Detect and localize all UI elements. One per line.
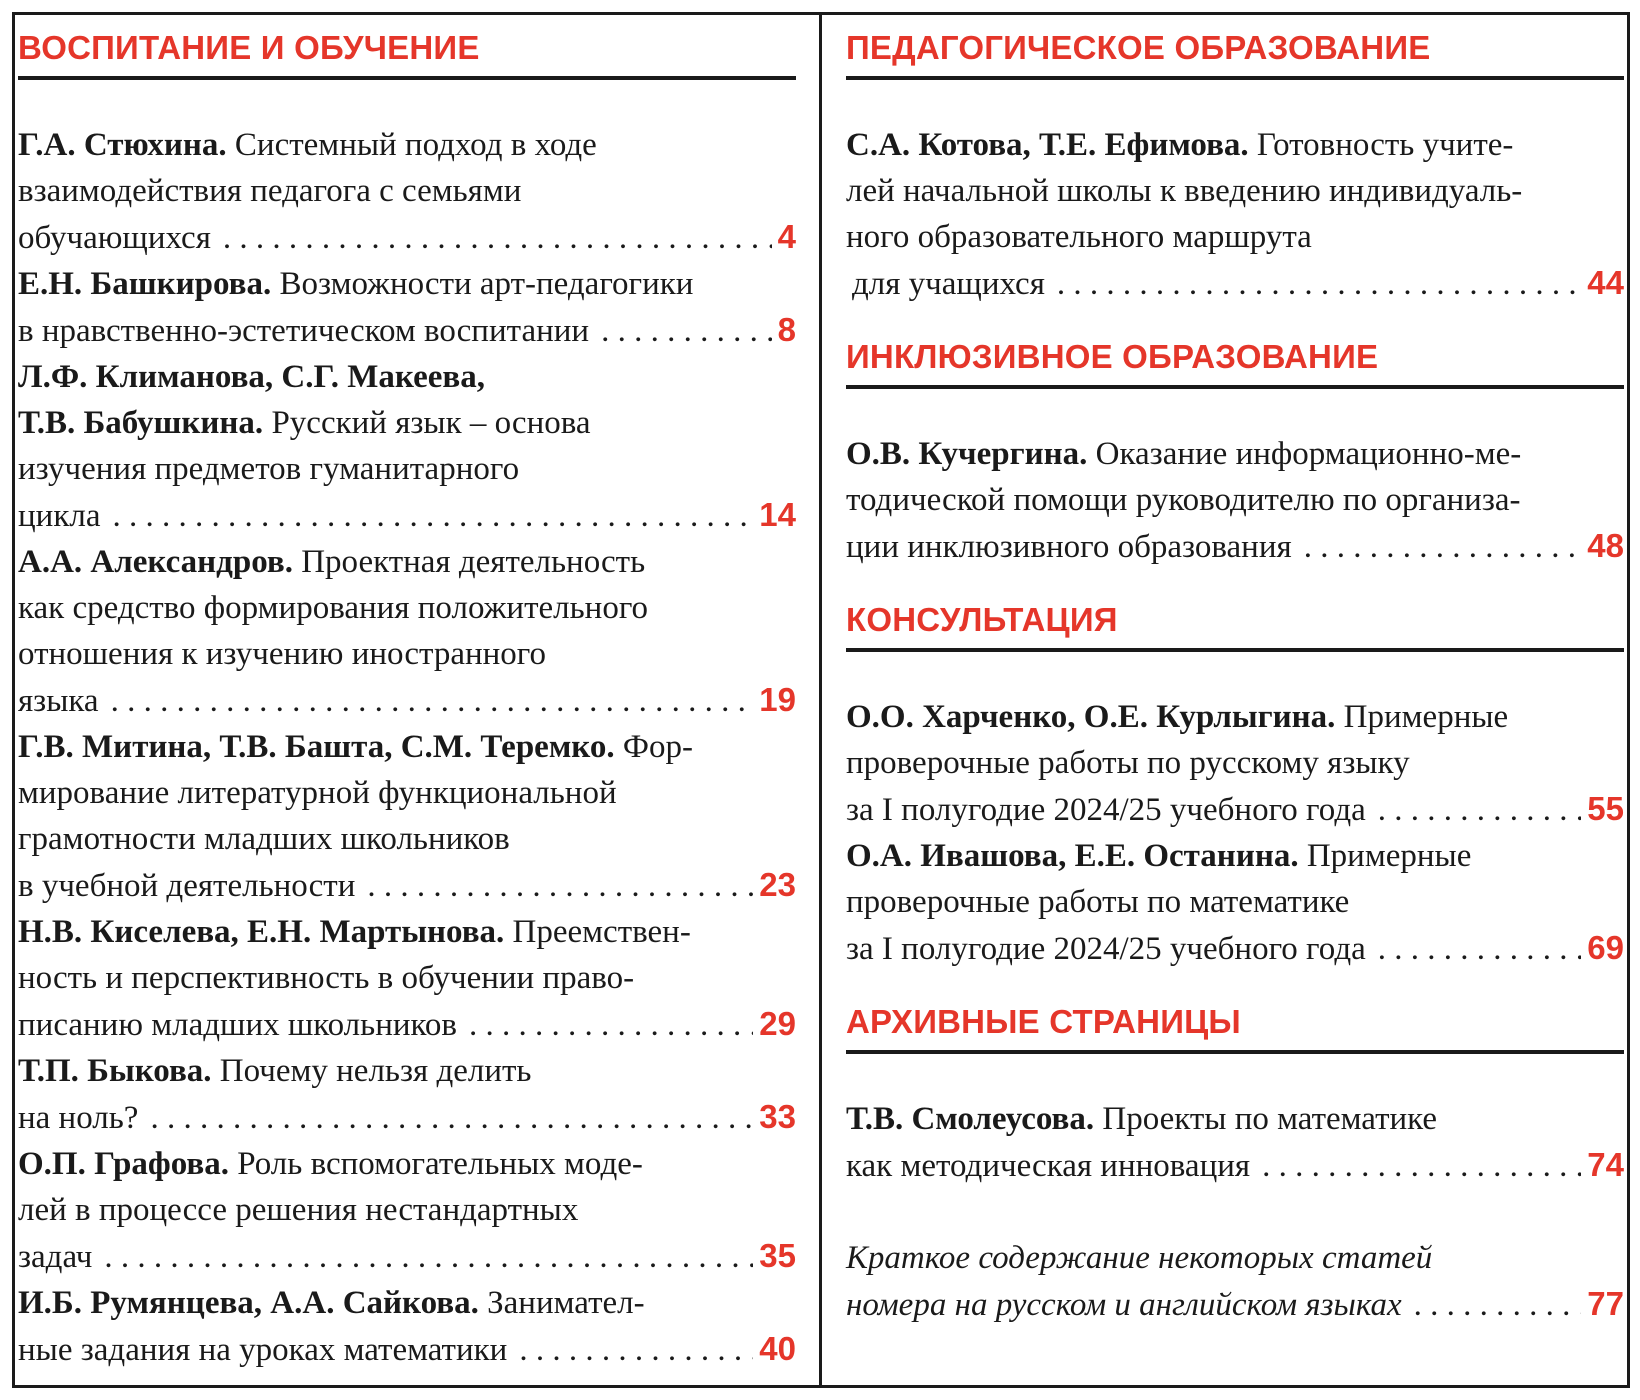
- leader-dots: [1057, 261, 1581, 307]
- entry-authors: О.А. Ивашова, Е.Е. Останина.: [846, 838, 1299, 874]
- page-number: 23: [759, 866, 796, 903]
- toc-entry[interactable]: [18, 354, 796, 539]
- entry-title-line: взаимодействия педагога с семьями: [18, 173, 522, 209]
- page-number: 69: [1587, 929, 1624, 966]
- page-number: 29: [759, 1005, 796, 1042]
- section-title: АРХИВНЫЕ СТРАНИЦЫ: [846, 1003, 1241, 1040]
- entry-title-line: лей в процессе решения нестандартных: [18, 1192, 579, 1228]
- entry-title-line: Примерные: [1306, 838, 1472, 874]
- entry-title-line: Русский язык – основа: [271, 405, 591, 441]
- section-rule: [18, 76, 796, 80]
- section-rule: [846, 1050, 1624, 1054]
- page-number: 4: [777, 218, 796, 255]
- entry-title-line: ность и перспективность в обучении право-: [18, 960, 635, 996]
- entry-title-line: отношения к изучению иностранного: [18, 636, 546, 672]
- entry-title-line: Возможности арт-педагогики: [279, 266, 694, 302]
- page-number: 19: [759, 681, 796, 718]
- entry-authors: Л.Ф. Климанова, С.Г. Макеева,: [18, 359, 485, 395]
- entry-title-line: в нравственно-эстетическом воспитании: [18, 313, 590, 349]
- entry-authors: С.А. Котова, Т.Е. Ефимова.: [846, 127, 1249, 163]
- left-column: [18, 12, 796, 1373]
- entry-title-line: проверочные работы по русскому языку: [846, 745, 1410, 781]
- leader-dots: [1262, 1143, 1581, 1189]
- entry-title-line: лей начальной школы к введению индивидуаль-: [846, 173, 1523, 209]
- page-number: 8: [777, 311, 796, 348]
- toc-entry[interactable]: [18, 724, 796, 909]
- entry-title-line: мирование литературной функциональной: [18, 775, 617, 811]
- section-rule: [846, 76, 1624, 80]
- column-divider: [819, 14, 822, 1386]
- entry-title-line: Системный подход в ходе: [234, 127, 597, 163]
- leader-dots: [1414, 1282, 1582, 1328]
- page-number: 40: [759, 1330, 796, 1367]
- entry-title-line: Проекты по математике: [1102, 1101, 1438, 1137]
- entry-title-line: проверочные работы по математике: [846, 884, 1350, 920]
- page-number: 55: [1587, 790, 1624, 827]
- leader-dots: [1378, 787, 1582, 833]
- entry-title-line: Примерные: [1343, 699, 1509, 735]
- section-title: ВОСПИТАНИЕ И ОБУЧЕНИЕ: [18, 29, 480, 66]
- entry-title-line: Фор-: [622, 729, 693, 765]
- toc-entry[interactable]: [18, 261, 796, 354]
- entry-title-line: за I полугодие 2024/25 учебного года: [846, 931, 1366, 967]
- entry-leader-line: [18, 1094, 796, 1141]
- toc-entry[interactable]: [846, 122, 1624, 307]
- section-title: ПЕДАГОГИЧЕСКОЕ ОБРАЗОВАНИЕ: [846, 29, 1431, 66]
- entry-title-line: ции инклюзивного образования: [846, 529, 1292, 565]
- entry-authors: Г.А. Стюхина.: [18, 127, 227, 163]
- entry-authors: О.В. Кучергина.: [846, 436, 1088, 472]
- entry-leader-line: [18, 862, 796, 909]
- entry-leader-line: [846, 925, 1624, 972]
- leader-dots: [111, 678, 754, 724]
- page-number: 74: [1587, 1146, 1624, 1183]
- leader-dots: [519, 1327, 753, 1373]
- toc-entry[interactable]: [18, 122, 796, 261]
- page-number: 48: [1587, 527, 1624, 564]
- leader-dots: [150, 1095, 753, 1141]
- leader-dots: [104, 1234, 753, 1280]
- entry-title-line: Оказание информационно-ме-: [1095, 436, 1522, 472]
- entry-title-line: ные задания на уроках математики: [18, 1332, 508, 1368]
- entry-title-line: Готовность учите-: [1256, 127, 1514, 163]
- entry-authors: И.Б. Румянцева, А.А. Сайкова.: [18, 1285, 479, 1321]
- section-rule: [846, 648, 1624, 652]
- section-title: ИНКЛЮЗИВНОЕ ОБРАЗОВАНИЕ: [846, 338, 1379, 375]
- entry-leader-line: [846, 523, 1624, 570]
- entry-title-line: цикла: [18, 498, 101, 534]
- entry-title-line: ного образовательного маршрута: [846, 219, 1312, 255]
- entry-authors: Е.Н. Башкирова.: [18, 266, 272, 302]
- toc-entry[interactable]: [846, 431, 1624, 570]
- toc-entry[interactable]: [846, 1096, 1624, 1189]
- entry-leader-line: [18, 1326, 796, 1373]
- entry-title-line: задач: [18, 1239, 93, 1275]
- entry-title-line: языка: [18, 683, 99, 719]
- toc-entry[interactable]: [18, 909, 796, 1048]
- toc-entry[interactable]: [846, 694, 1624, 833]
- entry-leader-line: [18, 492, 796, 539]
- page-number: 77: [1587, 1285, 1624, 1322]
- page-number: 35: [759, 1237, 796, 1274]
- entry-title-line: как средство формирования положительного: [18, 590, 649, 626]
- section-rule: [846, 385, 1624, 389]
- entry-title-line: Занимател-: [487, 1285, 645, 1321]
- entry-authors: О.П. Графова.: [18, 1146, 229, 1182]
- toc-entry-summary[interactable]: [846, 1235, 1624, 1328]
- leader-dots: [1378, 926, 1582, 972]
- entry-title-line: Краткое содержание некоторых статей: [846, 1240, 1433, 1276]
- entry-authors: А.А. Александров.: [18, 544, 293, 580]
- page-number: 44: [1587, 264, 1624, 301]
- entry-leader-line: [18, 1233, 796, 1280]
- entry-title-line: номера на русском и английском языках: [846, 1287, 1402, 1323]
- entry-title-line: писанию младших школьников: [18, 1007, 457, 1043]
- section-title: КОНСУЛЬТАЦИЯ: [846, 601, 1118, 638]
- entry-leader-line: [846, 1281, 1624, 1328]
- entry-title-line: для учащихся: [852, 266, 1045, 302]
- entry-title-line: изучения предметов гуманитарного: [18, 451, 520, 487]
- entry-title-line: грамотности младших школьников: [18, 821, 510, 857]
- leader-dots: [112, 493, 753, 539]
- entry-leader-line: [846, 1142, 1624, 1189]
- entry-title-line: Проектная деятельность: [301, 544, 646, 580]
- entry-authors: Т.В. Смолеусова.: [846, 1101, 1095, 1137]
- entry-title-line: тодической помощи руководителю по организа-: [846, 482, 1521, 518]
- page-number: 14: [759, 496, 796, 533]
- entry-leader-line: [18, 677, 796, 724]
- entry-authors: Т.П. Быкова.: [18, 1053, 212, 1089]
- right-column: [846, 12, 1624, 1328]
- entry-title-line: за I полугодие 2024/25 учебного года: [846, 792, 1366, 828]
- entry-title-line: как методическая инновация: [846, 1148, 1251, 1184]
- leader-dots: [367, 863, 753, 909]
- entry-leader-line: [846, 260, 1624, 307]
- entry-title-line: на ноль?: [18, 1100, 139, 1136]
- entry-leader-line: [18, 1001, 796, 1048]
- entry-leader-line: [846, 786, 1624, 833]
- entry-title-line: Преемствен-: [512, 914, 691, 950]
- leader-dots: [469, 1002, 753, 1048]
- leader-dots: [1304, 524, 1582, 570]
- leader-dots: [601, 308, 772, 354]
- entry-title-line: обучающихся: [18, 220, 211, 256]
- toc-entry[interactable]: [18, 1048, 796, 1141]
- spacer: [846, 1189, 1624, 1235]
- entry-authors: Т.В. Бабушкина.: [18, 405, 264, 441]
- entry-title-line: Почему нельзя делить: [219, 1053, 532, 1089]
- toc-entry[interactable]: [18, 1280, 796, 1373]
- toc-entry[interactable]: [18, 1141, 796, 1280]
- entry-authors: Г.В. Митина, Т.В. Башта, С.М. Теремко.: [18, 729, 615, 765]
- toc-entry[interactable]: [846, 833, 1624, 972]
- entry-leader-line: [18, 214, 796, 261]
- entry-authors: Н.В. Киселева, Е.Н. Мартынова.: [18, 914, 505, 950]
- page-number: 33: [759, 1098, 796, 1135]
- leader-dots: [223, 215, 772, 261]
- toc-entry[interactable]: [18, 539, 796, 724]
- entry-title-line: Роль вспомогательных моде-: [237, 1146, 643, 1182]
- entry-leader-line: [18, 307, 796, 354]
- entry-authors: О.О. Харченко, О.Е. Курлыгина.: [846, 699, 1336, 735]
- entry-title-line: в учебной деятельности: [18, 868, 356, 904]
